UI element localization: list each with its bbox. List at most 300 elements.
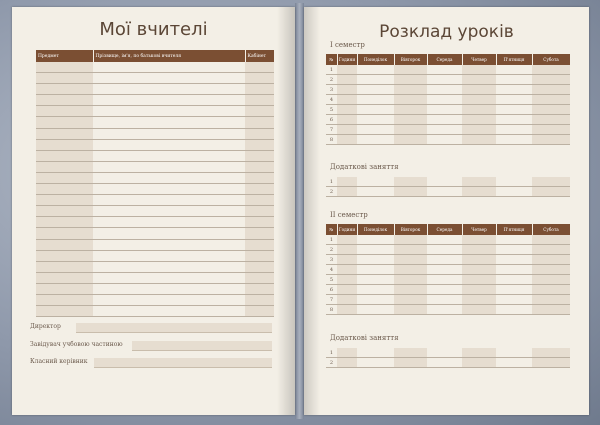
teacher-subject-cell[interactable]: [36, 62, 93, 73]
lesson-number: 1: [326, 65, 337, 75]
lesson-cell[interactable]: [532, 135, 570, 145]
teachers-table-row: [36, 294, 274, 305]
lesson-cell[interactable]: [496, 305, 532, 315]
teachers-table-row: [36, 73, 274, 84]
lesson-time-cell[interactable]: [337, 285, 357, 295]
lesson-time-cell[interactable]: [337, 255, 357, 265]
teacher-name-cell[interactable]: [93, 195, 245, 206]
lesson-cell[interactable]: [394, 358, 427, 368]
lesson-cell[interactable]: [532, 295, 570, 305]
extra-classes-2-label: Додаткові заняття: [330, 334, 399, 342]
schedule-header-cell: Понеділок: [357, 224, 394, 235]
lesson-cell[interactable]: [496, 115, 532, 125]
lesson-cell[interactable]: [427, 65, 462, 75]
lesson-time-cell[interactable]: [337, 75, 357, 85]
lesson-cell[interactable]: [427, 125, 462, 135]
lesson-time-cell[interactable]: [337, 275, 357, 285]
schedule-row: [326, 187, 570, 197]
lesson-cell[interactable]: [462, 65, 496, 75]
teacher-room-cell[interactable]: [245, 106, 274, 117]
teacher-name-cell[interactable]: [93, 139, 245, 150]
lesson-cell[interactable]: [496, 75, 532, 85]
teacher-name-cell[interactable]: [93, 206, 245, 217]
lesson-cell[interactable]: [427, 255, 462, 265]
lesson-cell[interactable]: [462, 85, 496, 95]
teacher-room-cell[interactable]: [245, 161, 274, 172]
lesson-cell[interactable]: [532, 348, 570, 358]
teacher-name-cell[interactable]: [93, 228, 245, 239]
lesson-time-cell[interactable]: [337, 125, 357, 135]
lesson-cell[interactable]: [532, 285, 570, 295]
lesson-cell[interactable]: [462, 177, 496, 187]
lesson-cell[interactable]: [462, 255, 496, 265]
lesson-cell[interactable]: [532, 115, 570, 125]
lesson-cell[interactable]: [427, 105, 462, 115]
teacher-room-cell[interactable]: [245, 261, 274, 272]
teacher-subject-cell[interactable]: [36, 261, 93, 272]
teacher-room-cell[interactable]: [245, 250, 274, 261]
teacher-subject-cell[interactable]: [36, 95, 93, 106]
lesson-cell[interactable]: [357, 125, 394, 135]
signature-director-field[interactable]: [76, 323, 272, 333]
lesson-cell[interactable]: [394, 135, 427, 145]
lesson-cell[interactable]: [462, 125, 496, 135]
lesson-number: 5: [326, 275, 337, 285]
lesson-cell[interactable]: [532, 245, 570, 255]
schedule-row: [326, 95, 570, 105]
lesson-cell[interactable]: [532, 255, 570, 265]
lesson-cell[interactable]: [357, 85, 394, 95]
teacher-name-cell[interactable]: [93, 73, 245, 84]
lesson-cell[interactable]: [532, 65, 570, 75]
lesson-cell[interactable]: [496, 275, 532, 285]
schedule-header-cell: П'ятниця: [496, 54, 532, 65]
lesson-cell[interactable]: [496, 105, 532, 115]
teacher-room-cell[interactable]: [245, 128, 274, 139]
extra-classes-1-label: Додаткові заняття: [330, 163, 399, 171]
signature-class-teacher-field[interactable]: [94, 358, 272, 368]
lesson-time-cell[interactable]: [337, 187, 357, 197]
lesson-cell[interactable]: [427, 348, 462, 358]
lesson-cell[interactable]: [357, 115, 394, 125]
teachers-table-row: [36, 139, 274, 150]
lesson-cell[interactable]: [462, 348, 496, 358]
schedule-header-cell: Субота: [532, 54, 570, 65]
lesson-cell[interactable]: [427, 235, 462, 245]
teachers-table: [36, 50, 275, 317]
lesson-cell[interactable]: [394, 75, 427, 85]
lesson-cell[interactable]: [357, 135, 394, 145]
teacher-subject-cell[interactable]: [36, 139, 93, 150]
schedule-row: [326, 115, 570, 125]
signature-head-teacher-field[interactable]: [132, 341, 272, 351]
lesson-cell[interactable]: [462, 275, 496, 285]
teacher-name-cell[interactable]: [93, 217, 245, 228]
teacher-subject-cell[interactable]: [36, 117, 93, 128]
schedule-row: [326, 135, 570, 145]
lesson-cell[interactable]: [427, 95, 462, 105]
lesson-time-cell[interactable]: [337, 65, 357, 75]
teacher-name-cell[interactable]: [93, 117, 245, 128]
lesson-cell[interactable]: [357, 285, 394, 295]
teacher-room-cell[interactable]: [245, 172, 274, 183]
teacher-room-cell[interactable]: [245, 73, 274, 84]
teacher-subject-cell[interactable]: [36, 306, 93, 317]
lesson-cell[interactable]: [532, 177, 570, 187]
lesson-number: 1: [326, 177, 337, 187]
schedule-header-cell: Субота: [532, 224, 570, 235]
teachers-table-row: [36, 206, 274, 217]
lesson-time-cell[interactable]: [337, 135, 357, 145]
schedule-row: [326, 305, 570, 315]
lesson-cell[interactable]: [462, 115, 496, 125]
schedule-semester-1: [326, 54, 571, 145]
teacher-name-cell[interactable]: [93, 106, 245, 117]
lesson-cell[interactable]: [357, 295, 394, 305]
lesson-cell[interactable]: [496, 348, 532, 358]
teacher-name-cell[interactable]: [93, 150, 245, 161]
lesson-cell[interactable]: [427, 75, 462, 85]
schedule-header-cell: Вівторок: [394, 224, 427, 235]
teacher-name-cell[interactable]: [93, 250, 245, 261]
schedule-row: [326, 65, 570, 75]
teacher-name-cell[interactable]: [93, 84, 245, 95]
teacher-subject-cell[interactable]: [36, 172, 93, 183]
teacher-room-cell[interactable]: [245, 217, 274, 228]
lesson-cell[interactable]: [394, 115, 427, 125]
lesson-cell[interactable]: [427, 305, 462, 315]
lesson-cell[interactable]: [427, 187, 462, 197]
lesson-cell[interactable]: [357, 75, 394, 85]
lesson-time-cell[interactable]: [337, 115, 357, 125]
teacher-subject-cell[interactable]: [36, 73, 93, 84]
extra-classes-1-table: [326, 177, 570, 197]
lesson-number: 7: [326, 125, 337, 135]
teacher-name-cell[interactable]: [93, 172, 245, 183]
teacher-subject-cell[interactable]: [36, 228, 93, 239]
lesson-cell[interactable]: [394, 95, 427, 105]
lesson-cell[interactable]: [357, 245, 394, 255]
lesson-cell[interactable]: [496, 187, 532, 197]
teacher-name-cell[interactable]: [93, 294, 245, 305]
lesson-time-cell[interactable]: [337, 305, 357, 315]
teacher-room-cell[interactable]: [245, 150, 274, 161]
teacher-subject-cell[interactable]: [36, 217, 93, 228]
lesson-cell[interactable]: [394, 265, 427, 275]
lesson-cell[interactable]: [427, 115, 462, 125]
lesson-time-cell[interactable]: [337, 245, 357, 255]
semester-2-label: II семестр: [330, 211, 368, 219]
teacher-name-cell[interactable]: [93, 283, 245, 294]
schedule-row: [326, 235, 570, 245]
schedule-header-cell: Понеділок: [357, 54, 394, 65]
lesson-number: 2: [326, 187, 337, 197]
schedule-header-cell: Четвер: [462, 54, 496, 65]
lesson-cell[interactable]: [394, 125, 427, 135]
lesson-cell[interactable]: [496, 245, 532, 255]
schedule-2-header: [326, 224, 570, 235]
schedule-row: [326, 265, 570, 275]
lesson-number: 8: [326, 135, 337, 145]
lesson-cell[interactable]: [462, 135, 496, 145]
lesson-cell[interactable]: [357, 255, 394, 265]
lesson-cell[interactable]: [496, 285, 532, 295]
lesson-cell[interactable]: [462, 105, 496, 115]
lesson-cell[interactable]: [532, 275, 570, 285]
schedule-row: [326, 85, 570, 95]
teacher-room-cell[interactable]: [245, 206, 274, 217]
teacher-room-cell[interactable]: [245, 117, 274, 128]
lesson-cell[interactable]: [496, 135, 532, 145]
lesson-cell[interactable]: [394, 255, 427, 265]
schedule-header-cell: П'ятниця: [496, 224, 532, 235]
lesson-number: 4: [326, 95, 337, 105]
lesson-cell[interactable]: [357, 358, 394, 368]
schedule-header-cell: Вівторок: [394, 54, 427, 65]
lesson-cell[interactable]: [427, 245, 462, 255]
lesson-cell[interactable]: [427, 177, 462, 187]
lesson-cell[interactable]: [496, 125, 532, 135]
teacher-room-cell[interactable]: [245, 95, 274, 106]
teacher-subject-cell[interactable]: [36, 84, 93, 95]
lesson-cell[interactable]: [357, 177, 394, 187]
teachers-table-row: [36, 283, 274, 294]
teacher-subject-cell[interactable]: [36, 294, 93, 305]
lesson-cell[interactable]: [462, 285, 496, 295]
lesson-number: 1: [326, 348, 337, 358]
teacher-room-cell[interactable]: [245, 294, 274, 305]
lesson-cell[interactable]: [357, 275, 394, 285]
teachers-header-name: Прізвище, ім'я, по батькові вчителя: [93, 50, 245, 62]
teachers-table-row: [36, 217, 274, 228]
teachers-table-row: [36, 172, 274, 183]
lesson-cell[interactable]: [394, 187, 427, 197]
lesson-number: 1: [326, 235, 337, 245]
lesson-cell[interactable]: [427, 135, 462, 145]
lesson-time-cell[interactable]: [337, 177, 357, 187]
lesson-cell[interactable]: [462, 235, 496, 245]
extra-classes-2-body: [326, 348, 570, 368]
lesson-cell[interactable]: [532, 125, 570, 135]
lesson-cell[interactable]: [394, 285, 427, 295]
lesson-cell[interactable]: [394, 305, 427, 315]
lesson-number: 2: [326, 245, 337, 255]
teacher-name-cell[interactable]: [93, 239, 245, 250]
schedule-row: [326, 75, 570, 85]
schedule-row: [326, 275, 570, 285]
teacher-name-cell[interactable]: [93, 272, 245, 283]
teacher-subject-cell[interactable]: [36, 206, 93, 217]
lesson-cell[interactable]: [357, 348, 394, 358]
teacher-room-cell[interactable]: [245, 306, 274, 317]
teacher-name-cell[interactable]: [93, 62, 245, 73]
schedule-header-cell: Години: [337, 54, 357, 65]
lesson-cell[interactable]: [394, 85, 427, 95]
lesson-cell[interactable]: [394, 275, 427, 285]
lesson-number: 8: [326, 305, 337, 315]
lesson-cell[interactable]: [532, 265, 570, 275]
lesson-cell[interactable]: [532, 187, 570, 197]
teachers-table-row: [36, 128, 274, 139]
teacher-room-cell[interactable]: [245, 195, 274, 206]
schedule-row: [326, 348, 570, 358]
teachers-table-row: [36, 306, 274, 317]
lesson-cell[interactable]: [394, 65, 427, 75]
schedule-header-cell: Середа: [427, 54, 462, 65]
lesson-time-cell[interactable]: [337, 105, 357, 115]
lesson-time-cell[interactable]: [337, 348, 357, 358]
lesson-cell[interactable]: [496, 265, 532, 275]
teacher-subject-cell[interactable]: [36, 128, 93, 139]
teacher-name-cell[interactable]: [93, 161, 245, 172]
teacher-subject-cell[interactable]: [36, 106, 93, 117]
teachers-table-header: [36, 50, 274, 62]
teacher-subject-cell[interactable]: [36, 195, 93, 206]
lesson-time-cell[interactable]: [337, 235, 357, 245]
lesson-cell[interactable]: [427, 295, 462, 305]
lesson-cell[interactable]: [496, 95, 532, 105]
lesson-cell[interactable]: [532, 105, 570, 115]
left-gutter-shadow: [277, 7, 295, 415]
teachers-table-row: [36, 239, 274, 250]
lesson-cell[interactable]: [427, 275, 462, 285]
lesson-cell[interactable]: [532, 75, 570, 85]
lesson-cell[interactable]: [427, 285, 462, 295]
extra-classes-2-table: [326, 348, 570, 368]
teacher-room-cell[interactable]: [245, 272, 274, 283]
lesson-cell[interactable]: [394, 295, 427, 305]
lesson-cell[interactable]: [532, 305, 570, 315]
schedule-header-cell: №: [326, 224, 337, 235]
lesson-cell[interactable]: [462, 295, 496, 305]
lesson-cell[interactable]: [394, 105, 427, 115]
lesson-number: 6: [326, 285, 337, 295]
teacher-name-cell[interactable]: [93, 128, 245, 139]
teachers-table-row: [36, 150, 274, 161]
teacher-subject-cell[interactable]: [36, 161, 93, 172]
teacher-name-cell[interactable]: [93, 261, 245, 272]
lesson-time-cell[interactable]: [337, 95, 357, 105]
lesson-cell[interactable]: [427, 358, 462, 368]
lesson-cell[interactable]: [532, 235, 570, 245]
lesson-cell[interactable]: [532, 85, 570, 95]
lesson-cell[interactable]: [394, 235, 427, 245]
lesson-cell[interactable]: [462, 95, 496, 105]
teacher-subject-cell[interactable]: [36, 184, 93, 195]
lesson-time-cell[interactable]: [337, 295, 357, 305]
schedule-row: [326, 125, 570, 135]
lesson-cell[interactable]: [427, 85, 462, 95]
lesson-cell[interactable]: [357, 65, 394, 75]
lesson-cell[interactable]: [496, 255, 532, 265]
lesson-cell[interactable]: [394, 245, 427, 255]
lesson-cell[interactable]: [496, 177, 532, 187]
lesson-cell[interactable]: [496, 358, 532, 368]
teacher-name-cell[interactable]: [93, 184, 245, 195]
semester-1-label: I семестр: [330, 41, 365, 49]
teacher-subject-cell[interactable]: [36, 150, 93, 161]
lesson-cell[interactable]: [357, 95, 394, 105]
teacher-room-cell[interactable]: [245, 62, 274, 73]
teachers-table-row: [36, 261, 274, 272]
lesson-cell[interactable]: [532, 95, 570, 105]
teachers-table-row: [36, 195, 274, 206]
teachers-header-room: Кабінет: [245, 50, 274, 62]
lesson-time-cell[interactable]: [337, 265, 357, 275]
lesson-cell[interactable]: [357, 235, 394, 245]
lesson-cell[interactable]: [462, 358, 496, 368]
schedule-row: [326, 255, 570, 265]
lesson-number: 2: [326, 75, 337, 85]
schedule-1-body: [326, 65, 570, 145]
lesson-cell[interactable]: [496, 65, 532, 75]
teacher-subject-cell[interactable]: [36, 250, 93, 261]
schedule-row: [326, 177, 570, 187]
signature-director-label: Директор: [30, 323, 61, 330]
schedule-row: [326, 358, 570, 368]
schedule-semester-2: [326, 224, 571, 315]
lesson-number: 2: [326, 358, 337, 368]
teacher-subject-cell[interactable]: [36, 283, 93, 294]
lesson-cell[interactable]: [357, 105, 394, 115]
lesson-cell[interactable]: [462, 245, 496, 255]
extra-classes-1-body: [326, 177, 570, 197]
lesson-cell[interactable]: [462, 75, 496, 85]
teacher-room-cell[interactable]: [245, 228, 274, 239]
lesson-cell[interactable]: [496, 235, 532, 245]
notebook-spine: [295, 3, 304, 419]
teacher-room-cell[interactable]: [245, 139, 274, 150]
teachers-table-body: [36, 62, 274, 317]
lesson-cell[interactable]: [496, 85, 532, 95]
teachers-table-row: [36, 228, 274, 239]
lesson-cell[interactable]: [532, 358, 570, 368]
signature-class-teacher-label: Класний керівник: [30, 358, 88, 365]
lesson-time-cell[interactable]: [337, 358, 357, 368]
teachers-table-row: [36, 117, 274, 128]
schedule-header-cell: Години: [337, 224, 357, 235]
lesson-cell[interactable]: [394, 177, 427, 187]
teachers-table-row: [36, 272, 274, 283]
teacher-room-cell[interactable]: [245, 84, 274, 95]
schedule-row: [326, 245, 570, 255]
teacher-room-cell[interactable]: [245, 283, 274, 294]
lesson-time-cell[interactable]: [337, 85, 357, 95]
teacher-subject-cell[interactable]: [36, 239, 93, 250]
schedule-header-cell: Четвер: [462, 224, 496, 235]
lesson-cell[interactable]: [462, 265, 496, 275]
lesson-cell[interactable]: [427, 265, 462, 275]
lesson-number: 7: [326, 295, 337, 305]
lesson-cell[interactable]: [462, 305, 496, 315]
lesson-cell[interactable]: [496, 295, 532, 305]
schedule-1-header: [326, 54, 570, 65]
teacher-room-cell[interactable]: [245, 184, 274, 195]
lesson-cell[interactable]: [394, 348, 427, 358]
teacher-name-cell[interactable]: [93, 95, 245, 106]
teacher-subject-cell[interactable]: [36, 272, 93, 283]
teacher-name-cell[interactable]: [93, 306, 245, 317]
lesson-cell[interactable]: [357, 187, 394, 197]
right-gutter-shadow: [304, 7, 320, 415]
lesson-cell[interactable]: [357, 305, 394, 315]
teachers-table-row: [36, 62, 274, 73]
teacher-room-cell[interactable]: [245, 239, 274, 250]
lesson-cell[interactable]: [462, 187, 496, 197]
right-page: [304, 7, 589, 415]
lesson-number: 3: [326, 85, 337, 95]
lesson-cell[interactable]: [357, 265, 394, 275]
